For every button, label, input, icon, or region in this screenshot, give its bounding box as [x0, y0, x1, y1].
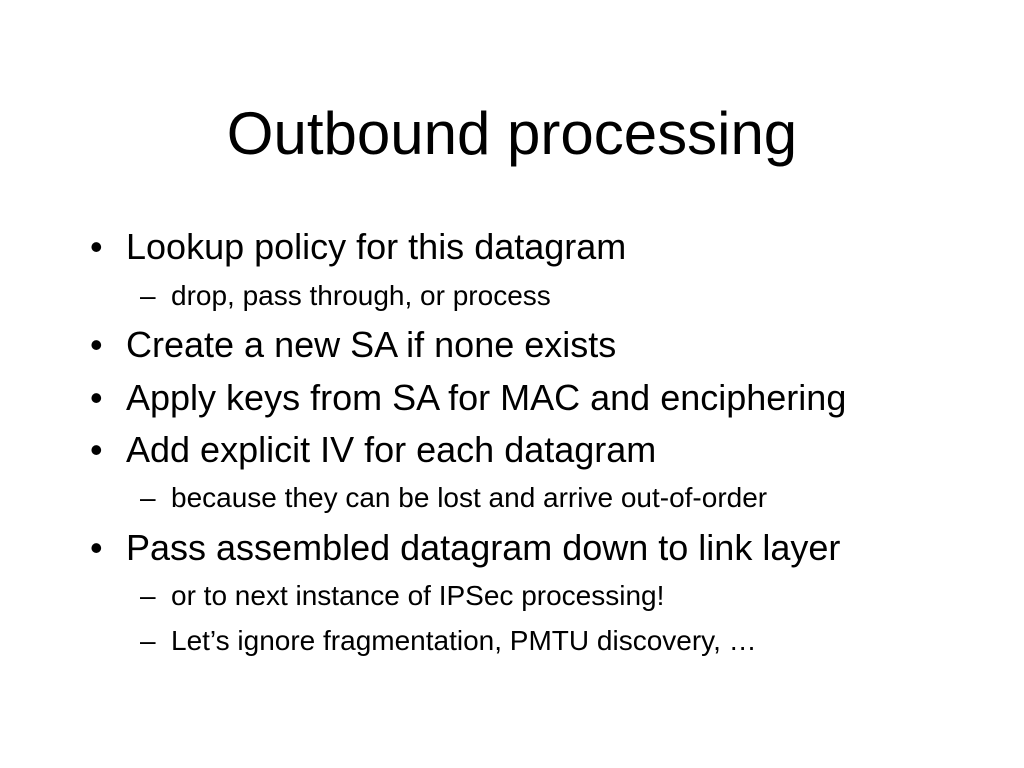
bullet-item	[90, 226, 626, 268]
bullet-marker: •	[90, 324, 103, 365]
bullet-item	[90, 527, 840, 569]
sub-bullet-item	[140, 579, 664, 613]
bullet-item	[90, 429, 656, 471]
bullet-marker: •	[90, 429, 103, 470]
bullet-item	[90, 377, 846, 419]
sub-bullet-text: drop, pass through, or process	[171, 280, 551, 311]
sub-bullet-item	[140, 279, 551, 313]
bullet-text: Create a new SA if none exists	[126, 324, 617, 365]
sub-bullet-marker: –	[140, 580, 156, 611]
sub-bullet-text: because they can be lost and arrive out-of-order	[171, 482, 768, 513]
sub-bullet-item	[140, 624, 757, 658]
bullet-text: Pass assembled datagram down to link layer	[126, 527, 841, 568]
bullet-text: Apply keys from SA for MAC and enciphering	[126, 377, 847, 418]
bullet-marker: •	[90, 226, 103, 267]
sub-bullet-marker: –	[140, 280, 156, 311]
bullet-text: Add explicit IV for each datagram	[126, 429, 657, 470]
slide-title: Outbound processing	[226, 100, 798, 167]
bullet-marker: •	[90, 377, 103, 418]
bullet-marker: •	[90, 527, 103, 568]
bullet-text: Lookup policy for this datagram	[126, 226, 627, 267]
sub-bullet-item	[140, 481, 767, 515]
bullet-item	[90, 324, 616, 366]
sub-bullet-marker: –	[140, 625, 156, 656]
sub-bullet-text: or to next instance of IPSec processing!	[171, 580, 665, 611]
sub-bullet-marker: –	[140, 482, 156, 513]
sub-bullet-text: Let’s ignore fragmentation, PMTU discovery, …	[171, 625, 757, 656]
